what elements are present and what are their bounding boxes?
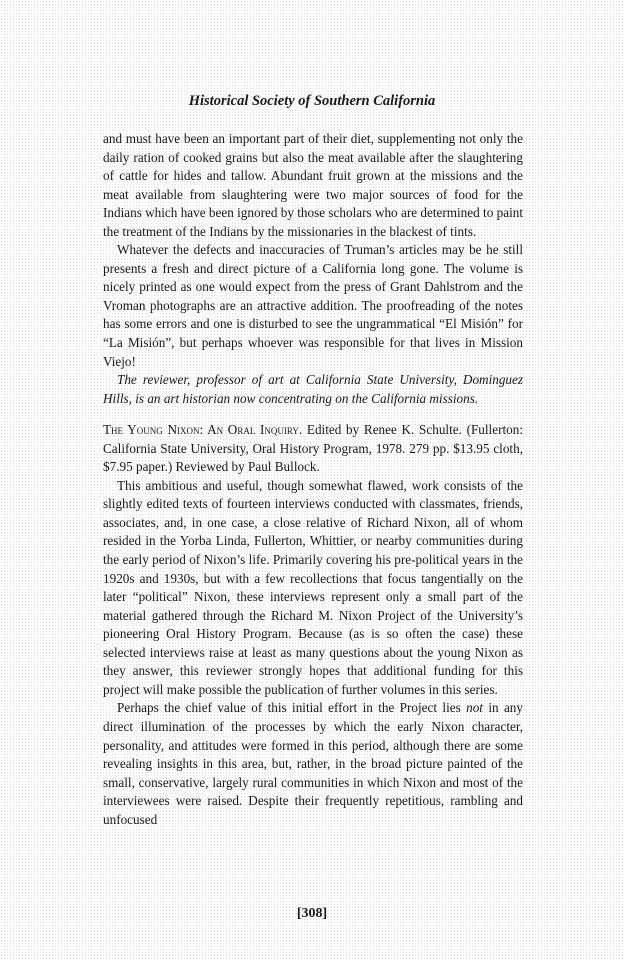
- review1-paragraph-2: Whatever the defects and inaccuracies of Truman’s articles may be he still presents a fresh and direct picture of a California long gone. The volume is nicely printed as one would expect from the press of Grant Dahlstrom and the Vroman photographs are an attractive addition. The proofreading of the notes has some errors and one is disturbed to see the ungrammatical “El Misión” for “La Misión”, but perhaps whoever was responsible for that lives in Mission Viejo!: [103, 242, 523, 369]
- emphasis-not: not: [466, 700, 483, 716]
- review2-paragraph-2: [103, 699, 523, 829]
- review1-paragraph-1: and must have been an important part of their diet, supplementing not only the daily ration of cooked grains but also the meat available after the slaughtering of cattle for hides and tallow. Abundant fruit grown at the missions and the meat available from slaughtering were two major sources of food for the Indians which have been ignored by those scholars who are determined to paint the treatment of the Indians by the missionaries in the blackest of tints.: [103, 131, 523, 239]
- running-head: Historical Society of Southern California: [188, 93, 436, 109]
- paragraph-2-rest: in any direct illumination of the processes by which the early Nixon character, personality, and attitudes were formed in this period, although there are some revealing insights in this area, but, rather, in the broad picture painted of the small, conservative, largely rural communities in which Nixon and most of the interviewees were raised. Despite their frequently repetitious, rambling and unfocused: [103, 700, 523, 827]
- paragraph-2-start: Perhaps the chief value of this initial effort in the Project lies: [117, 700, 467, 716]
- body-text: [103, 130, 523, 829]
- book-citation: Edited by Renee K. Schulte. (Fullerton: California State University, Oral History Program, 1978. 279 pp. $13.95 cloth, $7.95 paper.) Reviewed by Paul Bullock.: [103, 422, 523, 475]
- book-title: The Young Nixon: An Oral Inquiry.: [103, 422, 303, 438]
- reviewer-note: The reviewer, professor of art at California State University, Dominguez Hills, is an art historian now concentrating on the California missions.: [103, 372, 523, 406]
- review2-citation: [103, 421, 523, 477]
- section-gap: [103, 408, 523, 421]
- review2-paragraph-1: This ambitious and useful, though somewhat flawed, work consists of the slightly edited texts of fourteen interviews conducted with classmates, friends, associates, and, in one case, a close relative of Richard Nixon, all of whom resided in the Yorba Linda, Fullerton, Whittier, or nearby communities during the early period of Nixon’s life. Primarily covering his pre-political years in the 1920s and 1930s, but with a few recollections that focus tangentially on the later “political” Nixon, these interviews represent only a small part of the material gathered through the Richard M. Nixon Project of the University’s pioneering Oral History Program. Because (as is so often the case) these selected interviews raise at least as many questions about the young Nixon as they answer, this reviewer strongly hopes that additional funding for this project will make possible the publication of further volumes in this series.: [103, 477, 523, 697]
- page-number: [308]: [296, 906, 328, 921]
